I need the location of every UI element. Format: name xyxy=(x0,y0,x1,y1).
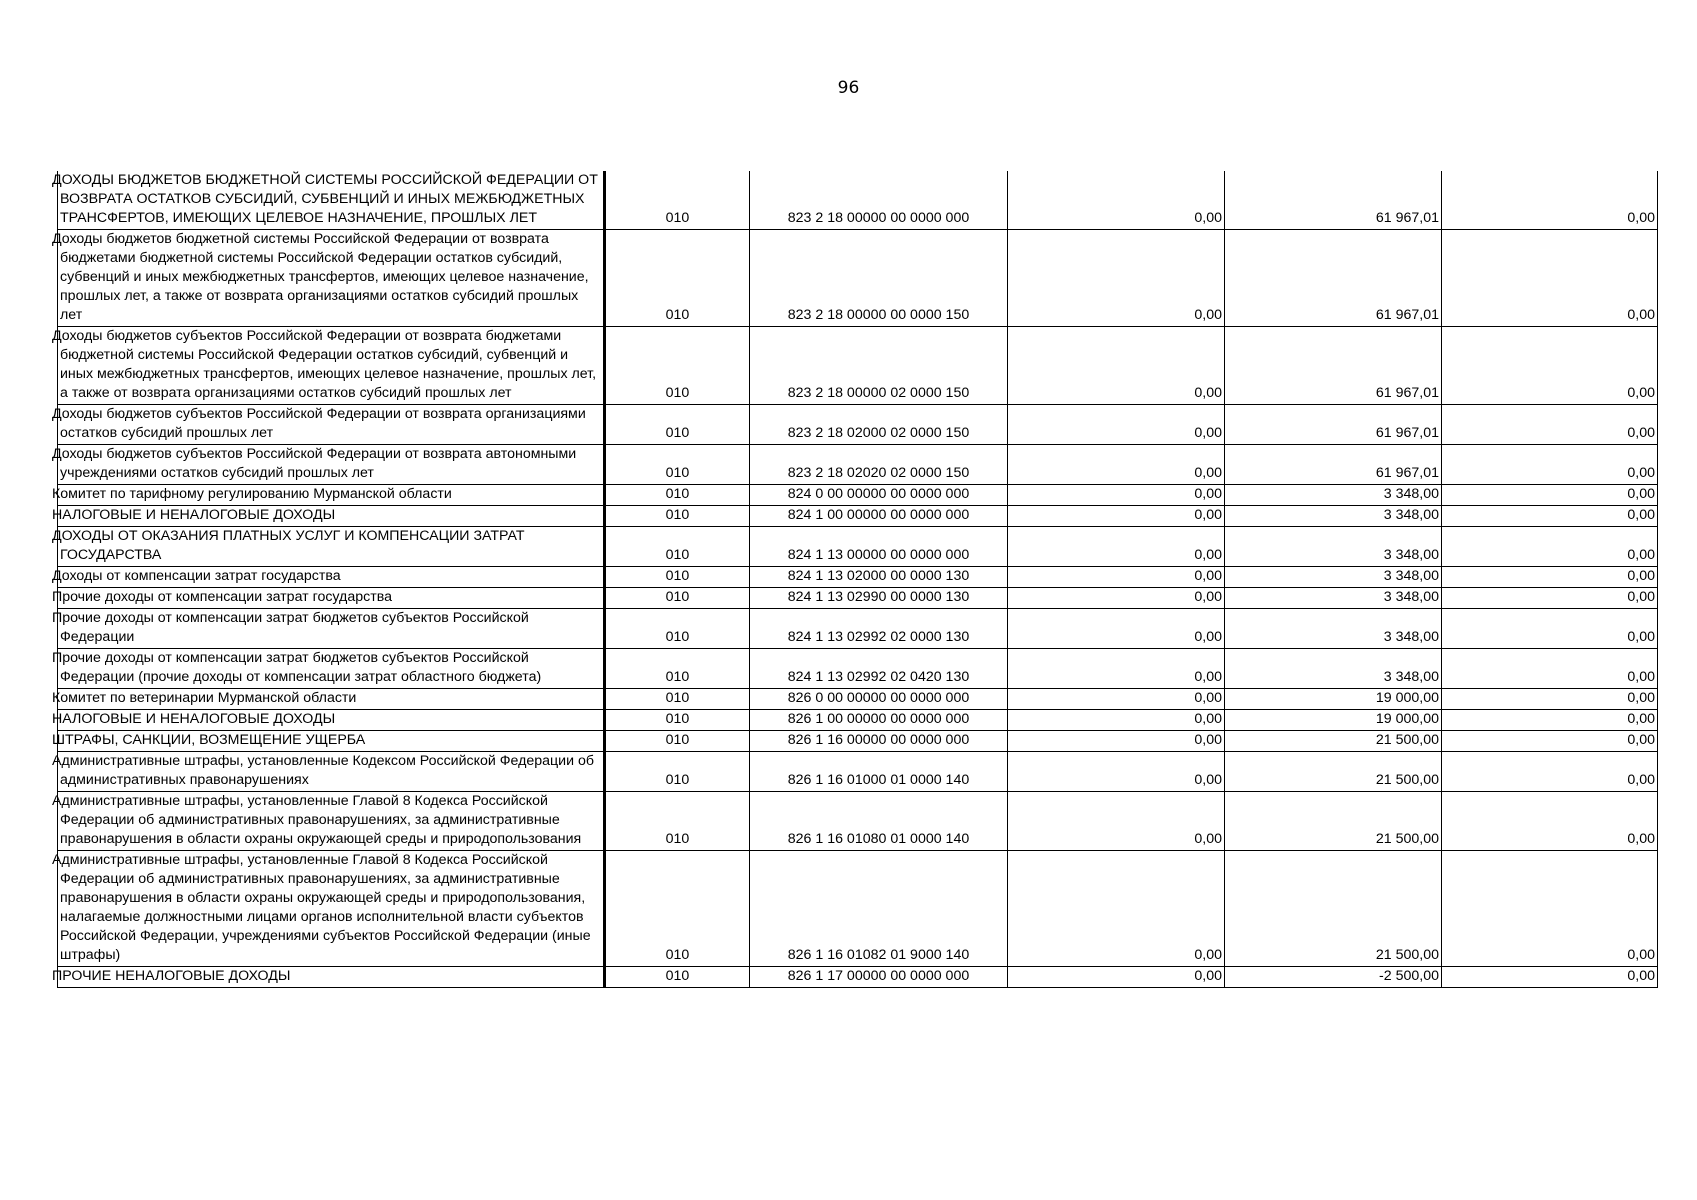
table-row xyxy=(58,731,1658,752)
row-value2-cell: 3 348,00 xyxy=(1225,567,1442,588)
table-row xyxy=(58,851,1658,967)
row-name-cell: Прочие доходы от компенсации затрат государства xyxy=(58,588,605,609)
row-value1-cell: 0,00 xyxy=(1008,731,1225,752)
row-code-cell: 010 xyxy=(605,527,750,567)
row-value3-cell: 0,00 xyxy=(1442,588,1658,609)
row-value1-cell: 0,00 xyxy=(1008,506,1225,527)
row-name-cell: Доходы от компенсации затрат государства xyxy=(58,567,605,588)
row-value3-cell: 0,00 xyxy=(1442,792,1658,851)
row-name-cell: Административные штрафы, установленные Главой 8 Кодекса Российской Федерации об административных правонарушениях, за административные правонарушения в области охраны окружающей среды и природопользования, налагаемые должностными лицами органов исполнительной власти субъектов Российской Федерации, учреждениями субъектов Российской Федерации (иные штрафы) xyxy=(58,851,605,967)
row-kbk-cell: 823 2 18 00000 00 0000 000 xyxy=(750,171,1008,230)
row-kbk-cell: 826 0 00 00000 00 0000 000 xyxy=(750,689,1008,710)
table-row xyxy=(58,445,1658,485)
row-value3-cell: 0,00 xyxy=(1442,485,1658,506)
table-body xyxy=(52,171,1658,988)
row-value3-cell: 0,00 xyxy=(1442,967,1658,988)
row-value3-cell: 0,00 xyxy=(1442,527,1658,567)
row-value1-cell: 0,00 xyxy=(1008,405,1225,445)
row-value3-cell: 0,00 xyxy=(1442,752,1658,792)
row-value1-cell: 0,00 xyxy=(1008,609,1225,649)
row-name-cell: Прочие доходы от компенсации затрат бюджетов субъектов Российской Федерации xyxy=(58,609,605,649)
row-value1-cell: 0,00 xyxy=(1008,588,1225,609)
row-name-cell: Административные штрафы, установленные Кодексом Российской Федерации об административных правонарушениях xyxy=(58,752,605,792)
row-kbk-cell: 824 1 13 02992 02 0420 130 xyxy=(750,649,1008,689)
row-value2-cell: 19 000,00 xyxy=(1225,710,1442,731)
row-value3-cell: 0,00 xyxy=(1442,405,1658,445)
row-kbk-cell: 826 1 16 01000 01 0000 140 xyxy=(750,752,1008,792)
row-code-cell: 010 xyxy=(605,230,750,327)
row-kbk-cell: 826 1 17 00000 00 0000 000 xyxy=(750,967,1008,988)
row-value1-cell: 0,00 xyxy=(1008,230,1225,327)
row-code-cell: 010 xyxy=(605,710,750,731)
row-code-cell: 010 xyxy=(605,689,750,710)
row-name-cell: Прочие доходы от компенсации затрат бюджетов субъектов Российской Федерации (прочие доходы от компенсации затрат областного бюджета) xyxy=(58,649,605,689)
row-value1-cell: 0,00 xyxy=(1008,649,1225,689)
row-kbk-cell: 823 2 18 00000 00 0000 150 xyxy=(750,230,1008,327)
row-kbk-cell: 823 2 18 00000 02 0000 150 xyxy=(750,327,1008,405)
row-value2-cell: 21 500,00 xyxy=(1225,851,1442,967)
table-row xyxy=(58,609,1658,649)
row-value3-cell: 0,00 xyxy=(1442,230,1658,327)
row-value2-cell: 21 500,00 xyxy=(1225,731,1442,752)
row-kbk-cell: 824 1 13 02000 00 0000 130 xyxy=(750,567,1008,588)
row-value3-cell: 0,00 xyxy=(1442,731,1658,752)
row-name-cell: ШТРАФЫ, САНКЦИИ, ВОЗМЕЩЕНИЕ УЩЕРБА xyxy=(58,731,605,752)
row-value1-cell: 0,00 xyxy=(1008,445,1225,485)
revenue-table xyxy=(52,171,1658,988)
row-name-cell: Доходы бюджетов субъектов Российской Федерации от возврата бюджетами бюджетной системы Российской Федерации остатков субсидий, субвенций и иных межбюджетных трансфертов, имеющих целевое назначение, прошлых лет, а также от возврата организациями остатков субсидий прошлых лет xyxy=(58,327,605,405)
row-value1-cell: 0,00 xyxy=(1008,792,1225,851)
row-value2-cell: 21 500,00 xyxy=(1225,752,1442,792)
row-kbk-cell: 826 1 00 00000 00 0000 000 xyxy=(750,710,1008,731)
row-value1-cell: 0,00 xyxy=(1008,752,1225,792)
table-row xyxy=(58,485,1658,506)
table-row xyxy=(58,588,1658,609)
row-value3-cell: 0,00 xyxy=(1442,445,1658,485)
row-value3-cell: 0,00 xyxy=(1442,689,1658,710)
table-row xyxy=(58,792,1658,851)
row-value2-cell: 61 967,01 xyxy=(1225,327,1442,405)
row-code-cell: 010 xyxy=(605,792,750,851)
row-value3-cell: 0,00 xyxy=(1442,851,1658,967)
row-code-cell: 010 xyxy=(605,445,750,485)
row-kbk-cell: 826 1 16 00000 00 0000 000 xyxy=(750,731,1008,752)
row-value2-cell: 61 967,01 xyxy=(1225,230,1442,327)
row-value1-cell: 0,00 xyxy=(1008,567,1225,588)
row-code-cell: 010 xyxy=(605,567,750,588)
table-row xyxy=(58,230,1658,327)
row-value2-cell: 3 348,00 xyxy=(1225,485,1442,506)
table-row xyxy=(58,405,1658,445)
row-name-cell: Доходы бюджетов субъектов Российской Федерации от возврата автономными учреждениями остатков субсидий прошлых лет xyxy=(58,445,605,485)
row-value2-cell: 3 348,00 xyxy=(1225,506,1442,527)
row-kbk-cell: 826 1 16 01080 01 0000 140 xyxy=(750,792,1008,851)
row-value2-cell: 21 500,00 xyxy=(1225,792,1442,851)
row-code-cell: 010 xyxy=(605,171,750,230)
row-value3-cell: 0,00 xyxy=(1442,649,1658,689)
row-value3-cell: 0,00 xyxy=(1442,609,1658,649)
row-value3-cell: 0,00 xyxy=(1442,710,1658,731)
row-kbk-cell: 823 2 18 02020 02 0000 150 xyxy=(750,445,1008,485)
table-row xyxy=(58,689,1658,710)
row-value1-cell: 0,00 xyxy=(1008,689,1225,710)
row-value2-cell: 61 967,01 xyxy=(1225,405,1442,445)
row-kbk-cell: 824 1 13 02992 02 0000 130 xyxy=(750,609,1008,649)
row-name-cell: ДОХОДЫ БЮДЖЕТОВ БЮДЖЕТНОЙ СИСТЕМЫ РОССИЙСКОЙ ФЕДЕРАЦИИ ОТ ВОЗВРАТА ОСТАТКОВ СУБСИДИЙ, СУБВЕНЦИЙ И ИНЫХ МЕЖБЮДЖЕТНЫХ ТРАНСФЕРТОВ, ИМЕЮЩИХ ЦЕЛЕВОЕ НАЗНАЧЕНИЕ, ПРОШЛЫХ ЛЕТ xyxy=(58,171,605,230)
row-kbk-cell: 824 1 00 00000 00 0000 000 xyxy=(750,506,1008,527)
row-value1-cell: 0,00 xyxy=(1008,485,1225,506)
row-code-cell: 010 xyxy=(605,752,750,792)
table-row xyxy=(58,527,1658,567)
row-value3-cell: 0,00 xyxy=(1442,567,1658,588)
row-value3-cell: 0,00 xyxy=(1442,171,1658,230)
row-name-cell: Административные штрафы, установленные Главой 8 Кодекса Российской Федерации об административных правонарушениях, за административные правонарушения в области охраны окружающей среды и природопользования xyxy=(58,792,605,851)
row-value1-cell: 0,00 xyxy=(1008,710,1225,731)
table-row xyxy=(58,506,1658,527)
row-value1-cell: 0,00 xyxy=(1008,851,1225,967)
row-code-cell: 010 xyxy=(605,967,750,988)
row-name-cell: НАЛОГОВЫЕ И НЕНАЛОГОВЫЕ ДОХОДЫ xyxy=(58,710,605,731)
row-value1-cell: 0,00 xyxy=(1008,327,1225,405)
table-row xyxy=(58,567,1658,588)
row-value1-cell: 0,00 xyxy=(1008,527,1225,567)
row-value3-cell: 0,00 xyxy=(1442,506,1658,527)
row-kbk-cell: 824 1 13 02990 00 0000 130 xyxy=(750,588,1008,609)
row-code-cell: 010 xyxy=(605,588,750,609)
row-code-cell: 010 xyxy=(605,609,750,649)
row-name-cell: ДОХОДЫ ОТ ОКАЗАНИЯ ПЛАТНЫХ УСЛУГ И КОМПЕНСАЦИИ ЗАТРАТ ГОСУДАРСТВА xyxy=(58,527,605,567)
row-code-cell: 010 xyxy=(605,485,750,506)
row-kbk-cell: 823 2 18 02000 02 0000 150 xyxy=(750,405,1008,445)
row-kbk-cell: 824 1 13 00000 00 0000 000 xyxy=(750,527,1008,567)
row-code-cell: 010 xyxy=(605,506,750,527)
row-value1-cell: 0,00 xyxy=(1008,967,1225,988)
row-kbk-cell: 824 0 00 00000 00 0000 000 xyxy=(750,485,1008,506)
table-row xyxy=(58,171,1658,230)
row-value2-cell: -2 500,00 xyxy=(1225,967,1442,988)
table-row xyxy=(58,752,1658,792)
table-row xyxy=(58,967,1658,988)
row-value3-cell: 0,00 xyxy=(1442,327,1658,405)
row-value1-cell: 0,00 xyxy=(1008,171,1225,230)
row-code-cell: 010 xyxy=(605,649,750,689)
page-number: 96 xyxy=(837,78,860,98)
row-value2-cell: 61 967,01 xyxy=(1225,445,1442,485)
table-row xyxy=(58,649,1658,689)
table-row xyxy=(58,327,1658,405)
row-code-cell: 010 xyxy=(605,405,750,445)
row-value2-cell: 19 000,00 xyxy=(1225,689,1442,710)
row-code-cell: 010 xyxy=(605,851,750,967)
row-value2-cell: 61 967,01 xyxy=(1225,171,1442,230)
row-value2-cell: 3 348,00 xyxy=(1225,588,1442,609)
row-name-cell: Доходы бюджетов субъектов Российской Федерации от возврата организациями остатков субсидий прошлых лет xyxy=(58,405,605,445)
row-value2-cell: 3 348,00 xyxy=(1225,609,1442,649)
row-kbk-cell: 826 1 16 01082 01 9000 140 xyxy=(750,851,1008,967)
row-name-cell: НАЛОГОВЫЕ И НЕНАЛОГОВЫЕ ДОХОДЫ xyxy=(58,506,605,527)
row-value2-cell: 3 348,00 xyxy=(1225,649,1442,689)
table-row xyxy=(58,710,1658,731)
row-name-cell: Комитет по ветеринарии Мурманской области xyxy=(58,689,605,710)
row-code-cell: 010 xyxy=(605,327,750,405)
row-code-cell: 010 xyxy=(605,731,750,752)
row-value2-cell: 3 348,00 xyxy=(1225,527,1442,567)
row-name-cell: Комитет по тарифному регулированию Мурманской области xyxy=(58,485,605,506)
row-name-cell: ПРОЧИЕ НЕНАЛОГОВЫЕ ДОХОДЫ xyxy=(58,967,605,988)
row-name-cell: Доходы бюджетов бюджетной системы Российской Федерации от возврата бюджетами бюджетной системы Российской Федерации остатков субсидий, субвенций и иных межбюджетных трансфертов, имеющих целевое назначение, прошлых лет, а также от возврата организациями остатков субсидий прошлых лет xyxy=(58,230,605,327)
